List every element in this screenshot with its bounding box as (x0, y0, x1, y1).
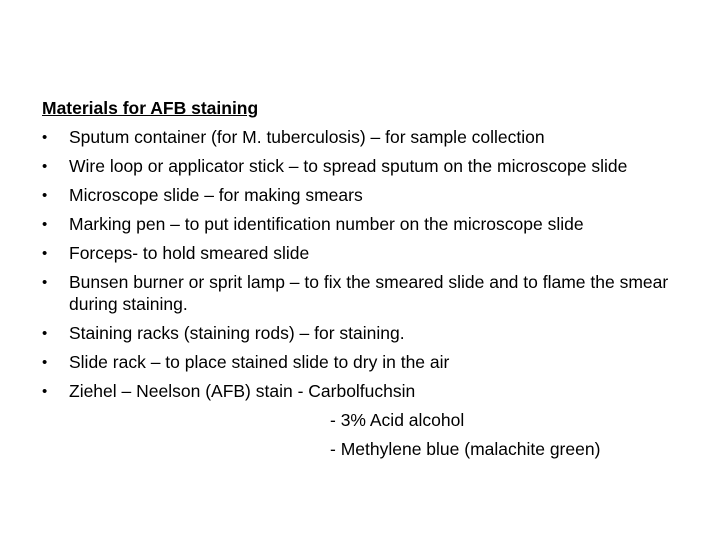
bullet-icon: • (42, 129, 48, 146)
list-item-text: Bunsen burner or sprit lamp – to fix the smeared slide and to flame the smear during staining. (69, 272, 669, 314)
list-item (42, 348, 682, 377)
list-item (42, 239, 682, 268)
stain-sub-item: - Methylene blue (malachite green) (330, 439, 601, 459)
bullet-icon: • (42, 158, 48, 175)
list-item-text: Marking pen – to put identification number on the microscope slide (69, 214, 584, 234)
bullet-icon: • (42, 325, 48, 342)
list-item-text: Microscope slide – for making smears (69, 185, 363, 205)
list-item (42, 181, 682, 210)
list-item (42, 319, 682, 348)
bullet-icon: • (42, 187, 48, 204)
slide-heading: Materials for AFB staining (42, 98, 259, 118)
bullet-icon: • (42, 354, 48, 371)
list-item-text: Staining racks (staining rods) – for staining. (69, 323, 405, 343)
bullet-icon: • (42, 383, 48, 400)
stain-sub-item: - 3% Acid alcohol (330, 410, 465, 430)
list-item (42, 152, 682, 181)
bullet-icon: • (42, 245, 48, 262)
slide-content (42, 94, 682, 464)
list-item (42, 210, 682, 239)
list-item-text: Sputum container (for M. tuberculosis) – for sample collection (69, 127, 545, 147)
list-item (42, 268, 682, 319)
list-item (42, 123, 682, 152)
list-item (42, 377, 682, 406)
bullet-icon: • (42, 274, 48, 291)
list-item-text: Wire loop or applicator stick – to spread sputum on the microscope slide (69, 156, 628, 176)
list-item-text: Forceps- to hold smeared slide (69, 243, 310, 263)
list-item-text: Ziehel – Neelson (AFB) stain - Carbolfuchsin (69, 381, 416, 401)
list-item-text: Slide rack – to place stained slide to dry in the air (69, 352, 450, 372)
bullet-icon: • (42, 216, 48, 233)
materials-list (42, 123, 682, 406)
